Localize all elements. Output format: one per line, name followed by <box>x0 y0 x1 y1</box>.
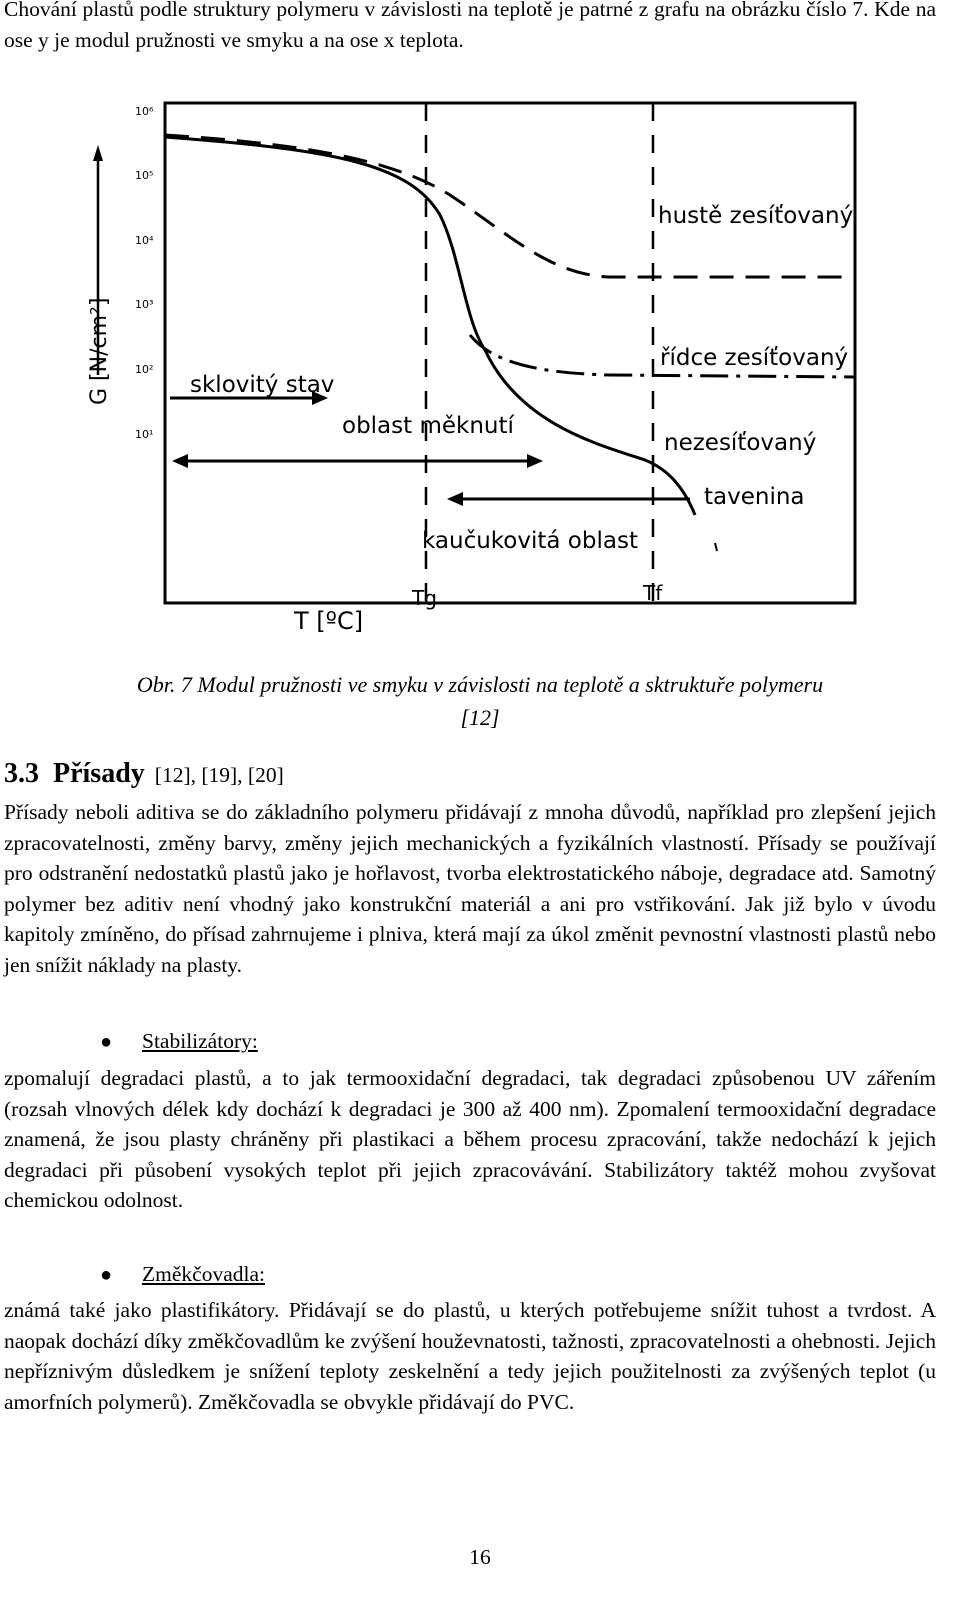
section-heading <box>4 758 284 791</box>
modulus-temperature-figure <box>87 95 870 655</box>
y-tick-label: 10¹ <box>135 428 154 441</box>
arrow-softening <box>172 454 543 468</box>
bullet-label: Stabilizátory: <box>142 1029 258 1053</box>
caption-line-2: [12] <box>460 705 500 730</box>
y-tick-label: 10² <box>135 363 154 376</box>
y-tick-label: 10⁶ <box>135 105 154 118</box>
intro-paragraph: Chování plastů podle struktury polymeru v závislosti na teplotě je patrné z grafu na obrázku číslo 7. Kde na ose y je modul pružnosti ve smyku a na ose x teplota. <box>4 0 936 52</box>
y-tick-label: 10³ <box>135 298 154 311</box>
label-dense: hustě zesíťovaný <box>658 203 854 229</box>
bullet-icon: ● <box>100 1031 113 1053</box>
paragraph-stabilizers: zpomalují degradaci plastů, a to jak termooxidační degradaci, tak degradaci způsobenou UV zářením (rozsah vlnových délek kdy dochází k degradaci je 300 až 400 nm). Zpomalení termooxidační degradace znamená, že jsou plasty chráněny při plastikaci a během procesu zpracování, takže nedochází k jejich degradaci při působení vysokých teplot při jejich zpracovávání. Stabilizátory taktéž mohou zvyšovat chemickou odolnost. <box>4 1066 936 1212</box>
label-rubbery: kaučukovitá oblast <box>422 528 638 554</box>
section-number: 3.3 <box>4 758 39 789</box>
y-tick-label: 10⁴ <box>135 234 154 247</box>
x-axis-label: T [ºC] <box>294 607 364 635</box>
label-none: nezesíťovaný <box>664 430 817 456</box>
curve-common <box>165 137 485 350</box>
label-glassy: sklovitý stav <box>190 372 335 398</box>
bullet-plasticizers <box>100 1259 265 1290</box>
figure-caption <box>0 668 960 734</box>
tg-label: Tg <box>412 586 437 610</box>
y-tick-label: 10⁵ <box>135 169 154 182</box>
page-number: 16 <box>469 1545 491 1569</box>
paragraph-additives: Přísady neboli aditiva se do základního polymeru přidávají z mnoha důvodů, například pro zlepšení jejich zpracovatelnosti, změny barvy, změny jejich mechanických a fyzikálních vlastností. Přísady se používají pro odstranění nedostatků plastů jako je hořlavost, tvorba elektrostatického náboje, degradace atd. Samotný polymer bez aditiv není vhodný jako konstrukční materiál a ani pro vstřikování. Jak již bylo v úvodu kapitoly zmíněno, do přísad zahrnujeme i plniva, která mají za úkol změnit pevnostní vlastnosti plastů nebo jen snížit náklady na plasty. <box>4 800 936 977</box>
bullet-label: Změkčovadla: <box>142 1262 265 1286</box>
bullet-stabilizers <box>100 1026 258 1057</box>
y-tick-labels <box>135 105 154 441</box>
label-sparse: řídce zesíťovaný <box>660 345 849 371</box>
section-title: Přísady <box>53 758 145 789</box>
y-axis-label: G [N/cm²] <box>87 297 112 405</box>
bullet-icon: ● <box>100 1264 113 1286</box>
label-melt: tavenina <box>704 484 805 510</box>
tf-label: Tf <box>643 581 663 605</box>
rubbery-tick <box>715 543 717 551</box>
paragraph-plasticizers: známá také jako plastifikátory. Přidávají se do plastů, u kterých potřebujeme snížit tuhost a tvrdost. A naopak dochází díky změkčovadlům ke zvýšení houževnatosti, tažnosti, zpracovatelnosti a ohebnosti. Jejich nepříznivým důsledkem je snížení teploty zeskelnění a tedy jejich použitelnosti za zvýšených teplot (u amorfních polymerů). Změkčovadla se obvykle přidávají do PVC. <box>4 1298 936 1414</box>
caption-line-1: Obr. 7 Modul pružnosti ve smyku v závislosti na teplotě a sktruktuře polymeru <box>136 672 824 697</box>
section-refs: [12], [19], [20] <box>154 763 284 787</box>
label-softening: oblast měknutí <box>342 413 514 439</box>
